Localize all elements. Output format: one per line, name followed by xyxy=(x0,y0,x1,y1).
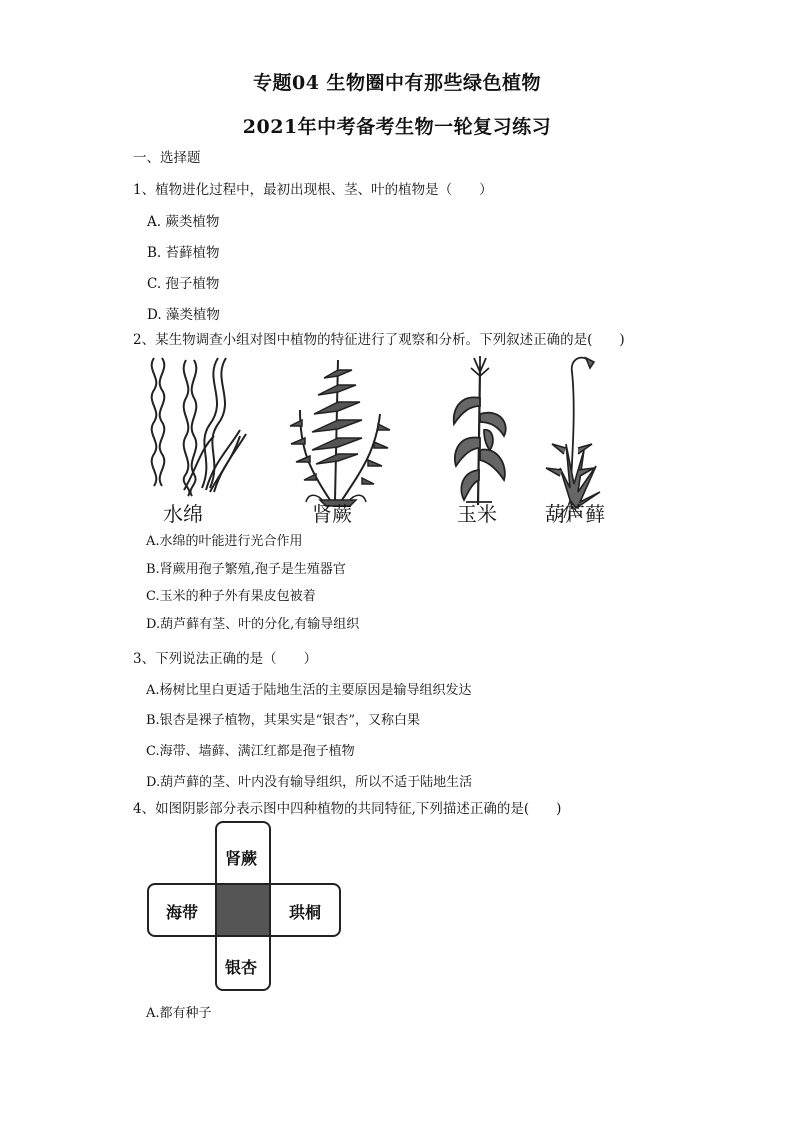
question-3: 3、下列说法正确的是（ ） xyxy=(133,651,318,667)
label-moss: 葫芦藓 xyxy=(545,502,605,526)
q2-option-a: A.水绵的叶能进行光合作用 xyxy=(146,534,303,549)
venn-cross-diagram xyxy=(146,820,342,992)
q3-option-d: D.葫芦藓的茎、叶内没有输导组织，所以不适于陆地生活 xyxy=(146,775,473,790)
label-spirogyra: 水绵 xyxy=(163,502,203,526)
diagram-label-left: 海带 xyxy=(166,903,199,922)
page-subtitle: 2021年中考备考生物一轮复习练习 xyxy=(242,116,552,138)
label-fern: 肾蕨 xyxy=(312,502,352,526)
question-4: 4、如图阴影部分表示图中四种植物的共同特征,下列描述正确的是( ) xyxy=(133,801,562,817)
q4-option-a: A.都有种子 xyxy=(146,1006,212,1021)
q3-option-a: A.杨树比里白更适于陆地生活的主要原因是输导组织发达 xyxy=(146,683,472,698)
q1-option-c: C. 孢子植物 xyxy=(147,276,220,292)
question-2: 2、某生物调查小组对图中植物的特征进行了观察和分析。下列叙述正确的是( ) xyxy=(133,332,625,348)
q2-option-b: B.肾蕨用孢子繁殖,孢子是生殖器官 xyxy=(146,562,346,577)
q3-option-b: B.银杏是裸子植物，其果实是“银杏”，又称白果 xyxy=(146,713,420,728)
spirogyra-drawing xyxy=(152,358,246,496)
label-corn: 玉米 xyxy=(457,502,497,526)
diagram-label-bottom: 银杏 xyxy=(225,958,258,977)
q2-option-d: D.葫芦藓有茎、叶的分化,有输导组织 xyxy=(146,617,360,632)
diagram-label-right: 珙桐 xyxy=(289,903,322,922)
q1-option-a: A. 蕨类植物 xyxy=(147,214,220,230)
q1-option-b: B. 苔藓植物 xyxy=(147,245,220,261)
page-title: 专题04 生物圈中有那些绿色植物 xyxy=(252,72,542,94)
q3-option-c: C.海带、墙藓、满江红都是孢子植物 xyxy=(146,744,355,759)
corn-drawing xyxy=(454,356,506,505)
fern-drawing xyxy=(290,360,390,506)
q1-option-d: D. 藻类植物 xyxy=(147,307,220,323)
q2-option-c: C.玉米的种子外有果皮包被着 xyxy=(146,589,316,604)
section-heading: 一、选择题 xyxy=(133,150,201,166)
question-1: 1、植物进化过程中，最初出现根、茎、叶的植物是（ ） xyxy=(133,182,493,198)
diagram-label-top: 肾蕨 xyxy=(225,849,258,868)
